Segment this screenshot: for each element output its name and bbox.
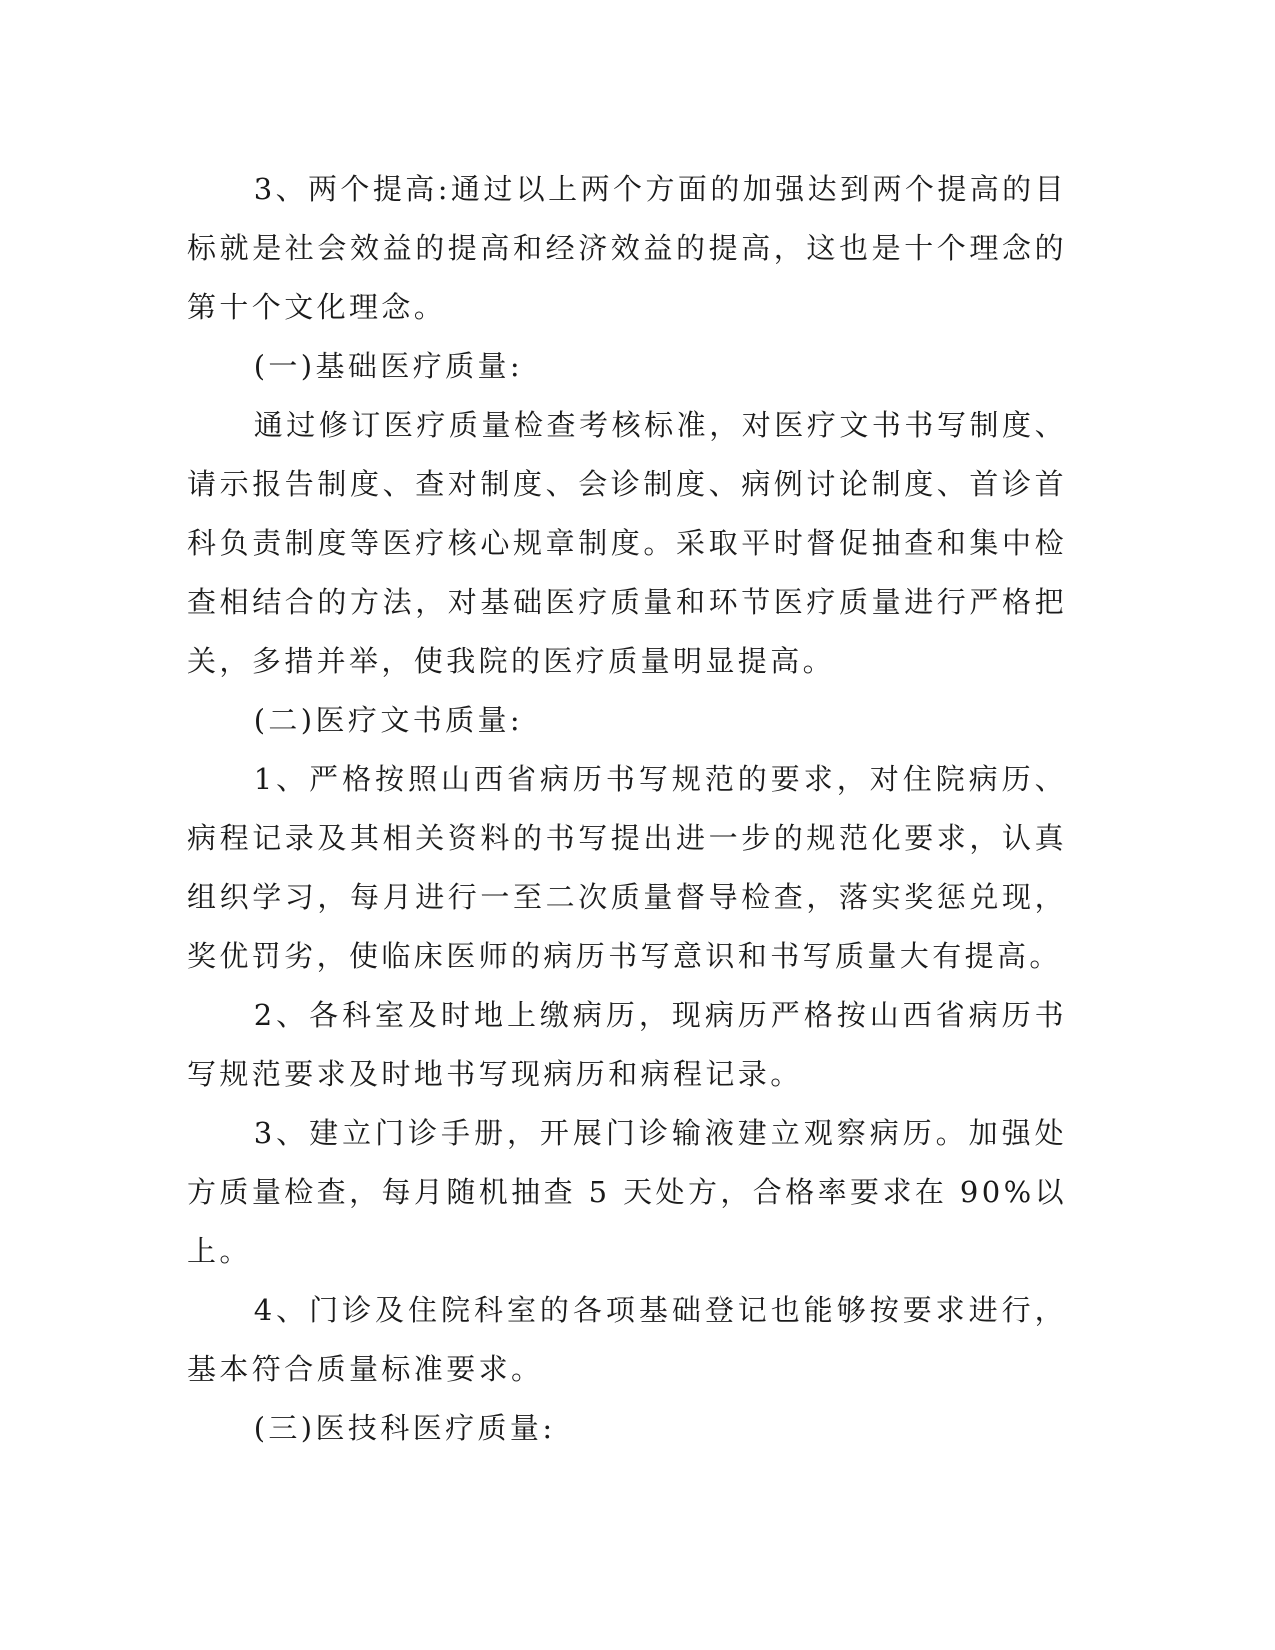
- heading-medical-documents-quality: (二)医疗文书质量:: [253, 703, 524, 737]
- paragraph-documents-item-2: 2、各科室及时地上缴病历，现病历严格按山西省病历书写规范要求及时地书写现病历和病程记录。: [187, 998, 1067, 1091]
- heading-medical-tech-quality: (三)医技科医疗质量:: [253, 1411, 556, 1445]
- paragraph-documents-item-3: 3、建立门诊手册，开展门诊输液建立观察病历。加强处方质量检查，每月随机抽查 5 天处方，合格率要求在 90%以上。: [187, 1116, 1067, 1268]
- paragraph-documents-item-1: 1、严格按照山西省病历书写规范的要求，对住院病历、病程记录及其相关资料的书写提出进一步的规范化要求，认真组织学习，每月进行一至二次质量督导检查，落实奖惩兑现，奖优罚劣，使临床医师的病历书写意识和书写质量大有提高。: [187, 762, 1067, 973]
- heading-basic-medical-quality: (一)基础医疗质量:: [253, 349, 524, 383]
- document-body: [187, 160, 1067, 1458]
- paragraph-documents-item-4: 4、门诊及住院科室的各项基础登记也能够按要求进行，基本符合质量标准要求。: [187, 1293, 1067, 1386]
- paragraph-basic-medical-quality: 通过修订医疗质量检查考核标准，对医疗文书书写制度、请示报告制度、查对制度、会诊制度、病例讨论制度、首诊首科负责制度等医疗核心规章制度。采取平时督促抽查和集中检查相结合的方法，对基础医疗质量和环节医疗质量进行严格把关，多措并举，使我院的医疗质量明显提高。: [187, 408, 1067, 678]
- paragraph-two-improvements: 3、两个提高:通过以上两个方面的加强达到两个提高的目标就是社会效益的提高和经济效益的提高，这也是十个理念的第十个文化理念。: [187, 172, 1067, 324]
